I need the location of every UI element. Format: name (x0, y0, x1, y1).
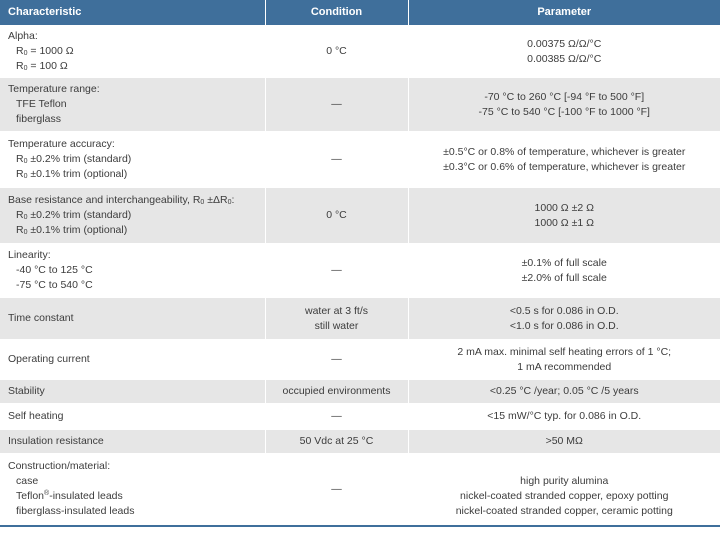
sub-item: case (16, 475, 39, 488)
row-title: Construction/material: (8, 460, 111, 473)
parameter-cell: -70 °C to 260 °C [-94 °F to 500 °F] -75 °C to 540 °C [-100 °F to 1000 °F] (408, 78, 720, 132)
sub-item: $R_0 \pm 0.2\%$ trim (standard) (16, 209, 132, 221)
table-row (0, 26, 720, 78)
parameter-cell: 1000 Ω ±2 Ω 1000 Ω ±1 Ω (408, 188, 720, 244)
characteristic-cell (0, 188, 265, 244)
condition-cell: — (265, 132, 408, 188)
characteristic-cell (0, 78, 265, 132)
parameter-cell: <0.25 °C /year; 0.05 °C /5 years (408, 380, 720, 404)
characteristic-cell (0, 26, 265, 78)
characteristic-cell (0, 244, 265, 298)
sub-item: -75 °C to 540 °C (16, 279, 93, 291)
table-row (0, 298, 720, 340)
condition-cell: — (265, 78, 408, 132)
row-title: Base resistance and interchangeability, $R_0 \pm\Delta R_0$: (8, 194, 235, 206)
characteristic-cell (0, 454, 265, 526)
condition-cell: occupied environments (265, 380, 408, 404)
parameter-cell: <0.5 s for 0.086 in O.D. <1.0 s for 0.086 in O.D. (408, 298, 720, 340)
row-title: Temperature accuracy: (8, 138, 115, 150)
characteristic-cell: Insulation resistance (0, 430, 265, 454)
characteristic-cell: Time constant (0, 298, 265, 340)
sub-item: fiberglass (16, 113, 61, 125)
characteristic-cell: Self heating (0, 404, 265, 430)
table-header-row (0, 0, 720, 26)
registered-mark: ® (44, 490, 50, 498)
condition-cell: 50 Vdc at 25 °C (265, 430, 408, 454)
sub-item: -40 °C to 125 °C (16, 264, 93, 276)
condition-cell: water at 3 ft/s still water (265, 298, 408, 340)
sub-item: $R_0 \pm 0.2\%$ trim (standard) (16, 153, 132, 165)
table-row (0, 340, 720, 380)
condition-cell: — (265, 340, 408, 380)
characteristic-cell: Stability (0, 380, 265, 404)
parameter-cell: 0.00375 Ω/Ω/°C 0.00385 Ω/Ω/°C (408, 26, 720, 78)
header-characteristic: Characteristic (0, 0, 265, 26)
row-title: Alpha: (8, 30, 38, 42)
header-condition: Condition (265, 0, 408, 26)
row-title: Linearity: (8, 249, 51, 261)
condition-cell: — (265, 404, 408, 430)
condition-cell: — (265, 454, 408, 526)
header-parameter: Parameter (408, 0, 720, 26)
table-row (0, 404, 720, 430)
parameter-cell: 2 mA max. minimal self heating errors of 1 °C; 1 mA recommended (408, 340, 720, 380)
sub-item: Teflon®-insulated leads (16, 490, 123, 503)
table-row (0, 430, 720, 454)
table-row (0, 132, 720, 188)
parameter-cell: ±0.5°C or 0.8% of temperature, whichever is greater ±0.3°C or 0.6% of temperature, whichever is greater (408, 132, 720, 188)
characteristic-cell: Operating current (0, 340, 265, 380)
table-row (0, 244, 720, 298)
condition-cell: — (265, 244, 408, 298)
table-row (0, 78, 720, 132)
sub-item: TFE Teflon (16, 98, 67, 110)
sub-item: $R_0 = 1000$ Ω (16, 45, 74, 57)
characteristic-cell (0, 132, 265, 188)
parameter-cell: ±0.1% of full scale ±2.0% of full scale (408, 244, 720, 298)
sub-item: $R_0 = 100$ Ω (16, 60, 68, 72)
condition-cell: 0 °C (265, 26, 408, 78)
parameter-cell: >50 MΩ (408, 430, 720, 454)
row-title: Temperature range: (8, 83, 100, 95)
table-row (0, 188, 720, 244)
sub-item: $R_0 \pm 0.1\%$ trim (optional) (16, 224, 128, 236)
sub-item: fiberglass-insulated leads (16, 505, 135, 518)
table-row (0, 454, 720, 526)
table-row (0, 380, 720, 404)
parameter-cell: high purity alumina nickel-coated stranded copper, epoxy potting nickel-coated stranded copper, ceramic potting (408, 454, 720, 526)
sub-item: $R_0 \pm 0.1\%$ trim (optional) (16, 168, 128, 180)
parameter-cell: <15 mW/°C typ. for 0.086 in O.D. (408, 404, 720, 430)
condition-cell: 0 °C (265, 188, 408, 244)
